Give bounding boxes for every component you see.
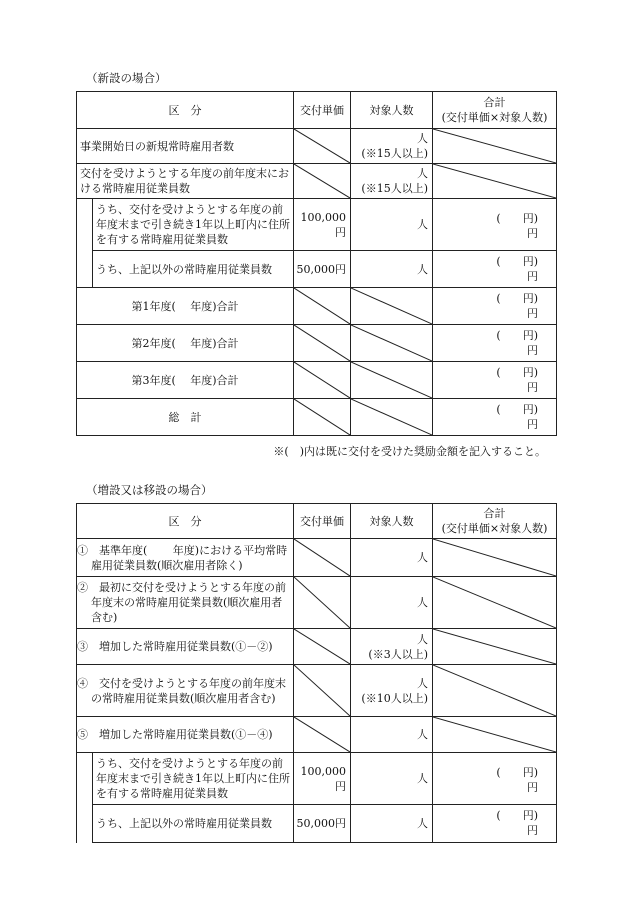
resident-price: 100,000円 [294, 753, 351, 805]
resident-total [433, 199, 557, 251]
total-yen: 円 [527, 781, 538, 794]
row-prev-year-end [77, 164, 557, 199]
persons-note: (※3人以上) [368, 647, 428, 661]
prev-year-end-label: 交付を受けようとする年度の前年度末における常時雇用従業員数 [77, 164, 294, 199]
total-paren: ( 円) [496, 366, 538, 379]
row1-persons: 人 [351, 539, 433, 577]
other-total [433, 251, 557, 288]
slash-cell [433, 665, 557, 717]
row5-persons: 人 [351, 717, 433, 753]
slash-cell [433, 577, 557, 629]
prev-year-end-persons [351, 164, 433, 199]
resident-persons: 人 [351, 753, 433, 805]
header-total-line1: 合計 [483, 96, 506, 109]
total-yen: 円 [527, 227, 538, 240]
indent-spacer [77, 251, 93, 288]
header-unit-price: 交付単価 [294, 92, 351, 129]
slash-cell [294, 577, 351, 629]
new-hires-label: 事業開始日の新規常時雇用者数 [77, 129, 294, 164]
grand-total [433, 399, 557, 436]
row1-label: ① 基準年度( 年度)における平均常時雇用従業員数(順次雇用者除く) [77, 539, 294, 577]
slash-cell [294, 362, 351, 399]
row4-persons [351, 665, 433, 717]
other-price: 50,000円 [294, 805, 351, 843]
expansion-relocation-table [76, 503, 557, 843]
header-category: 区 分 [77, 504, 294, 539]
total-yen: 円 [527, 381, 538, 394]
other-price: 50,000円 [294, 251, 351, 288]
new-hires-persons [351, 129, 433, 164]
slash-cell [294, 164, 351, 199]
row-4 [77, 665, 557, 717]
other-persons: 人 [351, 251, 433, 288]
total-paren: ( 円) [496, 255, 538, 268]
slash-cell [433, 164, 557, 199]
header-persons: 対象人数 [351, 504, 433, 539]
total-paren: ( 円) [496, 292, 538, 305]
resident-persons: 人 [351, 199, 433, 251]
row3-persons [351, 629, 433, 665]
header-persons: 対象人数 [351, 92, 433, 129]
other-label: うち、上記以外の常時雇用従業員数 [93, 251, 294, 288]
year2-total [433, 325, 557, 362]
row-resident [77, 753, 557, 805]
total-yen: 円 [527, 270, 538, 283]
row-1 [77, 539, 557, 577]
row-other [77, 805, 557, 843]
header-total-line2: (交付単価×対象人数) [441, 522, 548, 535]
total-yen: 円 [527, 418, 538, 431]
row-5 [77, 717, 557, 753]
year2-label: 第2年度( 年度)合計 [77, 325, 294, 362]
row-grand-total [77, 399, 557, 436]
row4-label: ④ 交付を受けようとする年度の前年度末の常時雇用従業員数(順次雇用者含む) [77, 665, 294, 717]
year1-label: 第1年度( 年度)合計 [77, 288, 294, 325]
row2-label: ② 最初に交付を受けようとする年度の前年度末の常時雇用従業員数(順次雇用者含む) [77, 577, 294, 629]
total-paren: ( 円) [496, 329, 538, 342]
header-total [433, 92, 557, 129]
new-establishment-table [76, 91, 557, 436]
total-yen: 円 [527, 307, 538, 320]
persons-unit: 人 [417, 676, 428, 690]
row-year3 [77, 362, 557, 399]
row5-label: ⑤ 増加した常時雇用従業員数(①－④) [77, 717, 294, 753]
slash-cell [351, 325, 433, 362]
slash-cell [351, 362, 433, 399]
header-total-line2: (交付単価×対象人数) [441, 111, 548, 124]
persons-unit: 人 [417, 132, 428, 145]
row-year2 [77, 325, 557, 362]
section2-title: （増設又は移設の場合） [86, 483, 213, 497]
slash-cell [294, 399, 351, 436]
persons-unit: 人 [417, 632, 428, 646]
row-new-hires [77, 129, 557, 164]
row-other [77, 251, 557, 288]
row-resident [77, 199, 557, 251]
other-total [433, 805, 557, 843]
slash-cell [433, 717, 557, 753]
slash-cell [433, 629, 557, 665]
header-row [77, 92, 557, 129]
indent-spacer [77, 199, 93, 251]
resident-total [433, 753, 557, 805]
row-3 [77, 629, 557, 665]
slash-cell [433, 129, 557, 164]
total-paren: ( 円) [496, 403, 538, 416]
slash-cell [294, 629, 351, 665]
indent-spacer [77, 753, 93, 805]
row3-label: ③ 増加した常時雇用従業員数(①－②) [77, 629, 294, 665]
total-yen: 円 [527, 344, 538, 357]
other-label: うち、上記以外の常時雇用従業員数 [93, 805, 294, 843]
resident-label: うち、交付を受けようとする年度の前年度末まで引き続き1年以上町内に住所を有する常時雇用従業員数 [93, 753, 294, 805]
persons-unit: 人 [417, 167, 428, 180]
year3-total [433, 362, 557, 399]
resident-price: 100,000円 [294, 199, 351, 251]
total-paren: ( 円) [496, 766, 538, 779]
indent-spacer [77, 805, 93, 843]
persons-note: (※15人以上) [361, 182, 428, 195]
grand-total-label: 総 計 [77, 399, 294, 436]
other-persons: 人 [351, 805, 433, 843]
header-row [77, 504, 557, 539]
resident-label: うち、交付を受けようとする年度の前年度末まで引き続き1年以上町内に住所を有する常時雇用従業員数 [93, 199, 294, 251]
slash-cell [294, 717, 351, 753]
header-category: 区 分 [77, 92, 294, 129]
total-yen: 円 [527, 824, 538, 837]
slash-cell [294, 288, 351, 325]
header-unit-price: 交付単価 [294, 504, 351, 539]
total-paren: ( 円) [496, 212, 538, 225]
slash-cell [294, 539, 351, 577]
row-year1 [77, 288, 557, 325]
row2-persons: 人 [351, 577, 433, 629]
slash-cell [351, 288, 433, 325]
year1-total [433, 288, 557, 325]
persons-note: (※15人以上) [361, 147, 428, 160]
year3-label: 第3年度( 年度)合計 [77, 362, 294, 399]
persons-note: (※10人以上) [361, 691, 428, 705]
slash-cell [294, 325, 351, 362]
slash-cell [351, 399, 433, 436]
total-paren: ( 円) [496, 809, 538, 822]
header-total [433, 504, 557, 539]
row-2 [77, 577, 557, 629]
slash-cell [433, 539, 557, 577]
section1-title: （新設の場合） [86, 71, 167, 85]
header-total-line1: 合計 [483, 507, 506, 520]
slash-cell [294, 665, 351, 717]
section1-note: ※( )内は既に交付を受けた奨励金額を記入すること。 [273, 445, 546, 458]
slash-cell [294, 129, 351, 164]
